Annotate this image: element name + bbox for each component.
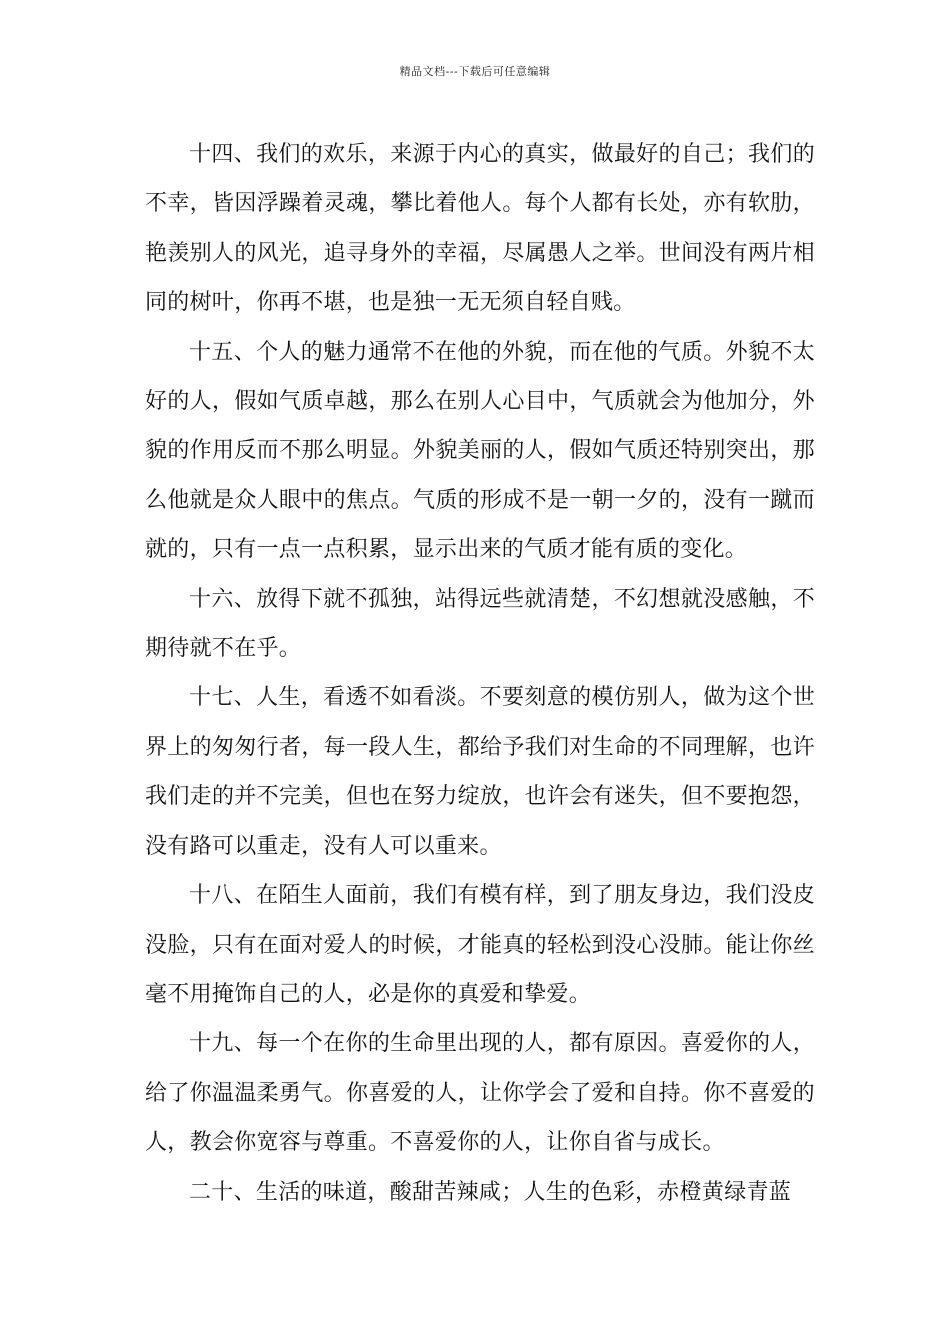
paragraph-19: 十九、每一个在你的生命里出现的人，都有原因。喜爱你的人，给了你温温柔勇气。你喜爱的人，让你学会了爱和自持。你不喜爱的人，教会你宽容与尊重。不喜爱你的人，让你自省与成长。 — [145, 1031, 815, 1156]
paragraph-16: 十六、放得下就不孤独，站得远些就清楚，不幻想就没感触，不期待就不在乎。 — [145, 586, 815, 662]
paragraph-20: 二十、生活的味道，酸甜苦辣咸；人生的色彩，赤橙黄绿青蓝 — [189, 1179, 792, 1205]
document-body — [145, 130, 815, 1217]
paragraph-17: 十七、人生，看透不如看淡。不要刻意的模仿别人，做为这个世界上的匆匆行者，每一段人生，都给予我们对生命的不同理解，也许我们走的并不完美，但也在努力绽放，也许会有迷失，但不要抱怨，没有路可以重走，没有人可以重来。 — [145, 685, 815, 859]
paragraph-14: 十四、我们的欢乐，来源于内心的真实，做最好的自己；我们的不幸，皆因浮躁着灵魂，攀比着他人。每个人都有长处，亦有软肋，艳羡别人的风光，追寻身外的幸福，尽属愚人之举。世间没有两片相同的树叶，你再不堪，也是独一无无须自轻自贱。 — [145, 142, 815, 316]
paragraph-15: 十五、个人的魅力通常不在他的外貌，而在他的气质。外貌不太好的人，假如气质卓越，那么在别人心目中，气质就会为他加分，外貌的作用反而不那么明显。外貌美丽的人，假如气质还特别突出，那么他就是众人眼中的焦点。气质的形成不是一朝一夕的，没有一蹴而就的，只有一点一点积累，显示出来的气质才能有质的变化。 — [145, 339, 815, 563]
page-header: 精品文档---下载后可任意编辑 — [399, 65, 551, 78]
paragraph-18: 十八、在陌生人面前，我们有模有样，到了朋友身边，我们没皮没脸，只有在面对爱人的时候，才能真的轻松到没心没肺。能让你丝毫不用掩饰自己的人，必是你的真爱和挚爱。 — [145, 883, 815, 1007]
